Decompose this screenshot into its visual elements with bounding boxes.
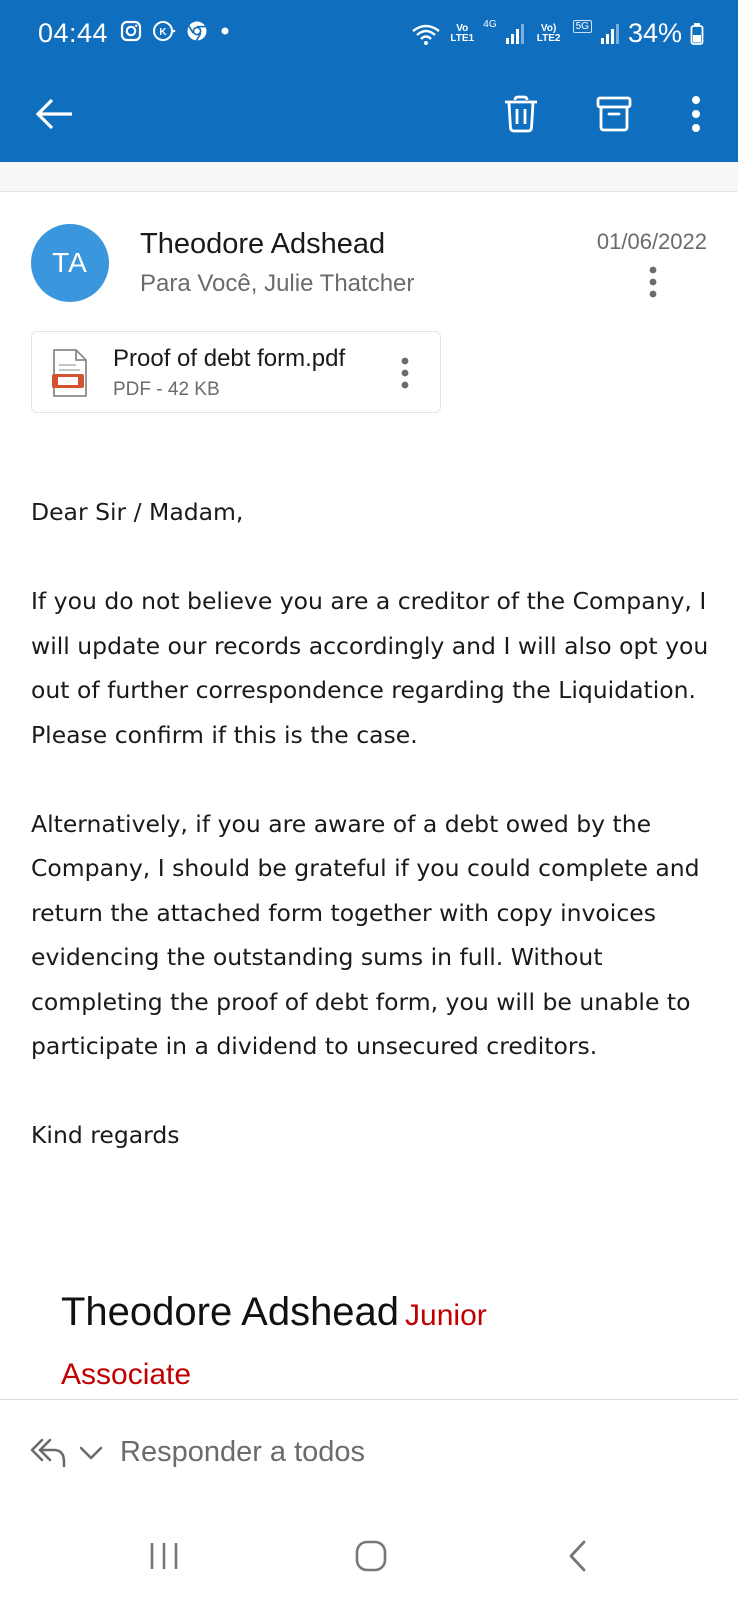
k-app-icon <box>152 20 176 42</box>
signature-title: Junior <box>405 1299 487 1332</box>
delete-button[interactable] <box>493 86 549 142</box>
network-2-label: 5G <box>573 20 592 33</box>
recipients[interactable]: Para Você, Julie Thatcher <box>140 270 415 297</box>
message-body <box>31 490 721 1158</box>
signal-2-icon <box>600 23 620 45</box>
signature-name: Theodore Adshead <box>61 1290 400 1334</box>
dot-icon <box>218 20 232 42</box>
app-bar <box>0 72 738 162</box>
collapsed-thread-divider <box>0 162 738 192</box>
back-chevron-icon <box>566 1539 590 1573</box>
chevron-down-icon[interactable] <box>77 1440 105 1466</box>
archive-icon <box>594 94 634 134</box>
battery-percentage: 34% <box>627 18 682 48</box>
battery-icon <box>690 22 704 46</box>
signature-title: Associate <box>61 1358 192 1391</box>
system-back-button[interactable] <box>548 1531 608 1581</box>
body-paragraph: Alternatively, if you are aware of a debt owed by the Company, I should be grateful if you could complete and return the attached form together with copy invoices evidencing the outstanding sums in full. Without completing the proof of debt form, you will be unable to participate in a dividend to unsecured creditors. <box>31 809 700 1060</box>
delete-icon <box>501 94 541 134</box>
header <box>0 0 738 162</box>
status-bar <box>0 0 738 70</box>
more-vertical-icon <box>690 94 702 134</box>
pdf-file-icon <box>50 348 90 398</box>
more-vertical-icon <box>400 356 410 390</box>
reply-all-icon[interactable] <box>28 1434 68 1470</box>
more-vertical-icon <box>648 265 658 299</box>
network-1-label: 4G <box>483 19 497 30</box>
status-system-icons <box>411 18 704 49</box>
message-date: 01/06/2022 <box>596 229 707 254</box>
status-time: 04:44 <box>38 18 109 48</box>
signature <box>61 1290 487 1335</box>
attachment-card[interactable] <box>31 331 441 413</box>
chrome-icon <box>186 20 208 42</box>
signal-1-icon <box>505 23 525 45</box>
reply-all-button[interactable]: Responder a todos <box>120 1436 366 1468</box>
attachment-meta: PDF - 42 KB <box>113 379 220 400</box>
home-button[interactable] <box>341 1531 401 1581</box>
svg-text:K: K <box>159 27 167 38</box>
sender-avatar[interactable]: TA <box>31 224 109 302</box>
home-icon <box>354 1539 388 1573</box>
back-arrow-icon <box>34 96 74 132</box>
greeting: Dear Sir / Madam, <box>31 498 244 526</box>
wifi-icon <box>411 22 441 46</box>
closing: Kind regards <box>31 1121 180 1149</box>
recent-apps-icon <box>147 1541 181 1571</box>
attachment-more-button[interactable] <box>390 352 420 394</box>
back-button[interactable] <box>26 86 82 142</box>
body-paragraph: If you do not believe you are a creditor of the Company, I will update our records accordingly and I will also opt you out of further correspondence regarding the Liquidation. Please confirm if this is the case. <box>31 587 709 749</box>
sim-2-label: Vo) LTE2 <box>536 22 561 44</box>
archive-button[interactable] <box>586 86 642 142</box>
sim-1-label: Vo LTE1 <box>450 22 475 44</box>
system-navigation-bar <box>0 1509 738 1600</box>
instagram-icon <box>120 20 142 42</box>
more-options-button[interactable] <box>668 86 724 142</box>
message-more-button[interactable] <box>638 262 668 302</box>
attachment-name: Proof of debt form.pdf <box>113 345 346 372</box>
sender-name[interactable]: Theodore Adshead <box>140 228 386 260</box>
recent-apps-button[interactable] <box>134 1531 194 1581</box>
status-notification-icons <box>120 20 232 42</box>
reply-bar <box>0 1399 738 1509</box>
